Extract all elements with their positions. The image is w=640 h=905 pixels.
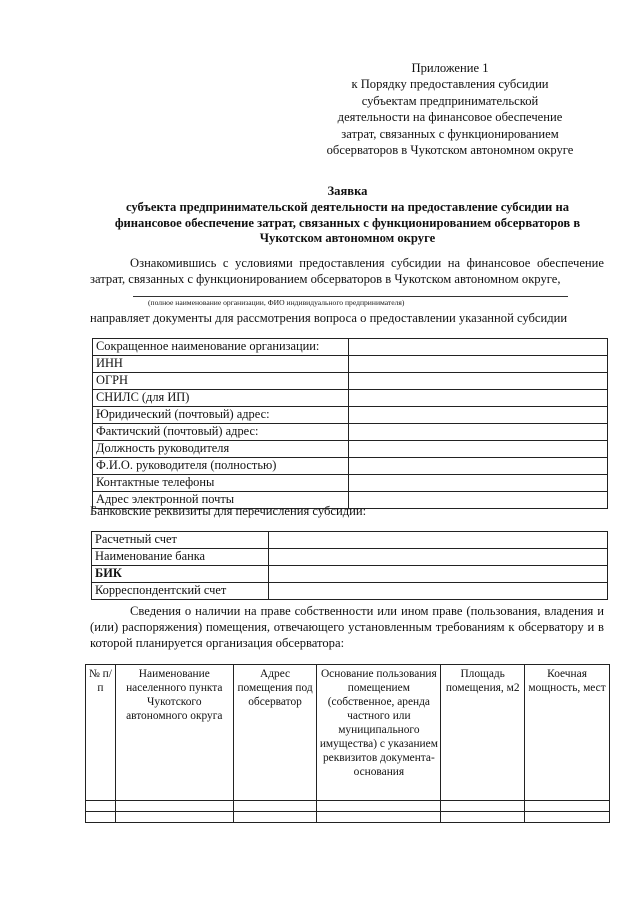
column-header: Площадь помещения, м2 [441, 665, 525, 801]
column-header: Коечная мощность, мест [525, 665, 610, 801]
fill-in-line[interactable] [133, 296, 568, 297]
value-cell[interactable] [441, 812, 525, 823]
value-cell[interactable] [269, 532, 608, 549]
table-row [93, 356, 608, 373]
row-label: Ф.И.О. руководителя (полностью) [93, 458, 349, 475]
title-line: финансовое обеспечение затрат, связанных с функционированием обсерваторов в [114, 215, 581, 230]
row-label: ИНН [93, 356, 349, 373]
appendix-header [300, 60, 600, 158]
document-title [70, 184, 625, 247]
column-header: Адрес помещения под обсерватор [233, 665, 317, 801]
value-cell[interactable] [349, 492, 608, 509]
column-header: Основание пользования помещением (собственное, аренда частного или муниципального имущества) с указанием реквизитов документа-основания [317, 665, 441, 801]
fill-in-caption: (полное наименование организации, ФИО индивидуального предпринимателя) [148, 298, 405, 307]
table-row [93, 424, 608, 441]
appendix-line: затрат, связанных с функционированием [341, 126, 559, 141]
row-label: Фактичский (почтовый) адрес: [93, 424, 349, 441]
title-line: субъекта предпринимательской деятельности на предоставление субсидии на [125, 199, 570, 214]
value-cell[interactable] [233, 812, 317, 823]
row-label: Наименование банка [92, 549, 269, 566]
value-cell[interactable] [349, 458, 608, 475]
value-cell[interactable] [441, 801, 525, 812]
table-row [93, 390, 608, 407]
bank-table [91, 531, 608, 600]
table-row [93, 441, 608, 458]
value-cell[interactable] [269, 566, 608, 583]
table-row [92, 549, 608, 566]
table-row [86, 812, 610, 823]
row-label: ОГРН [93, 373, 349, 390]
value-cell[interactable] [86, 812, 116, 823]
table-row [93, 339, 608, 356]
row-label: Должность руководителя [93, 441, 349, 458]
value-cell[interactable] [115, 812, 233, 823]
row-label: Расчетный счет [92, 532, 269, 549]
table-row [86, 801, 610, 812]
intro-paragraph: Ознакомившись с условиями предоставления субсидии на финансовое обеспечение затрат, связанных с функционированием обсерваторов в Чукотском автономном округе, [90, 256, 604, 286]
value-cell[interactable] [269, 583, 608, 600]
row-label: Корреспондентский счет [92, 583, 269, 600]
value-cell[interactable] [269, 549, 608, 566]
appendix-line: обсерваторов в Чукотском автономном округе [326, 143, 574, 158]
directs-sentence: направляет документы для рассмотрения вопроса о предоставлении указанной субсидии [90, 311, 568, 325]
value-cell[interactable] [525, 812, 610, 823]
row-label: Сокращенное наименование организации: [93, 339, 349, 356]
table-row [93, 458, 608, 475]
title-line: Заявка [327, 184, 368, 198]
value-cell[interactable] [115, 801, 233, 812]
appendix-line: деятельности на финансовое обеспечение [337, 110, 563, 125]
value-cell[interactable] [86, 801, 116, 812]
value-cell[interactable] [349, 356, 608, 373]
value-cell[interactable] [349, 424, 608, 441]
row-label: Адрес электронной почты [93, 492, 349, 509]
table-row [92, 532, 608, 549]
table-header-row [86, 665, 610, 801]
value-cell[interactable] [349, 373, 608, 390]
bank-heading: Банковские реквизиты для перечисления субсидии: [90, 504, 367, 518]
appendix-line: субъектам предпринимательской [361, 93, 539, 108]
table-row [93, 373, 608, 390]
value-cell[interactable] [349, 390, 608, 407]
organization-table [92, 338, 608, 509]
table-row [93, 407, 608, 424]
table-row [93, 475, 608, 492]
column-header: Наименование населенного пункта Чукотского автономного округа [115, 665, 233, 801]
value-cell[interactable] [525, 801, 610, 812]
value-cell[interactable] [233, 801, 317, 812]
value-cell[interactable] [349, 339, 608, 356]
row-label: СНИЛС (для ИП) [93, 390, 349, 407]
table-row [92, 566, 608, 583]
appendix-line: Приложение 1 [411, 61, 489, 75]
value-cell[interactable] [349, 407, 608, 424]
table-row [92, 583, 608, 600]
value-cell[interactable] [317, 801, 441, 812]
value-cell[interactable] [349, 441, 608, 458]
value-cell[interactable] [349, 475, 608, 492]
value-cell[interactable] [317, 812, 441, 823]
row-label: Контактные телефоны [93, 475, 349, 492]
row-label: Юридический (почтовый) адрес: [93, 407, 349, 424]
row-label: БИК [92, 566, 269, 583]
column-header: № п/п [86, 665, 116, 801]
title-line: Чукотском автономном округе [259, 231, 436, 246]
premises-table [85, 664, 610, 823]
appendix-line: к Порядку предоставления субсидии [351, 77, 549, 92]
premises-info-paragraph: Сведения о наличии на праве собственности или ином праве (пользования, владения и (или) распоряжения) помещения, отвечающего установленным требованиям к обсерватору и в которой планируется организация обсерватора: [90, 604, 604, 650]
